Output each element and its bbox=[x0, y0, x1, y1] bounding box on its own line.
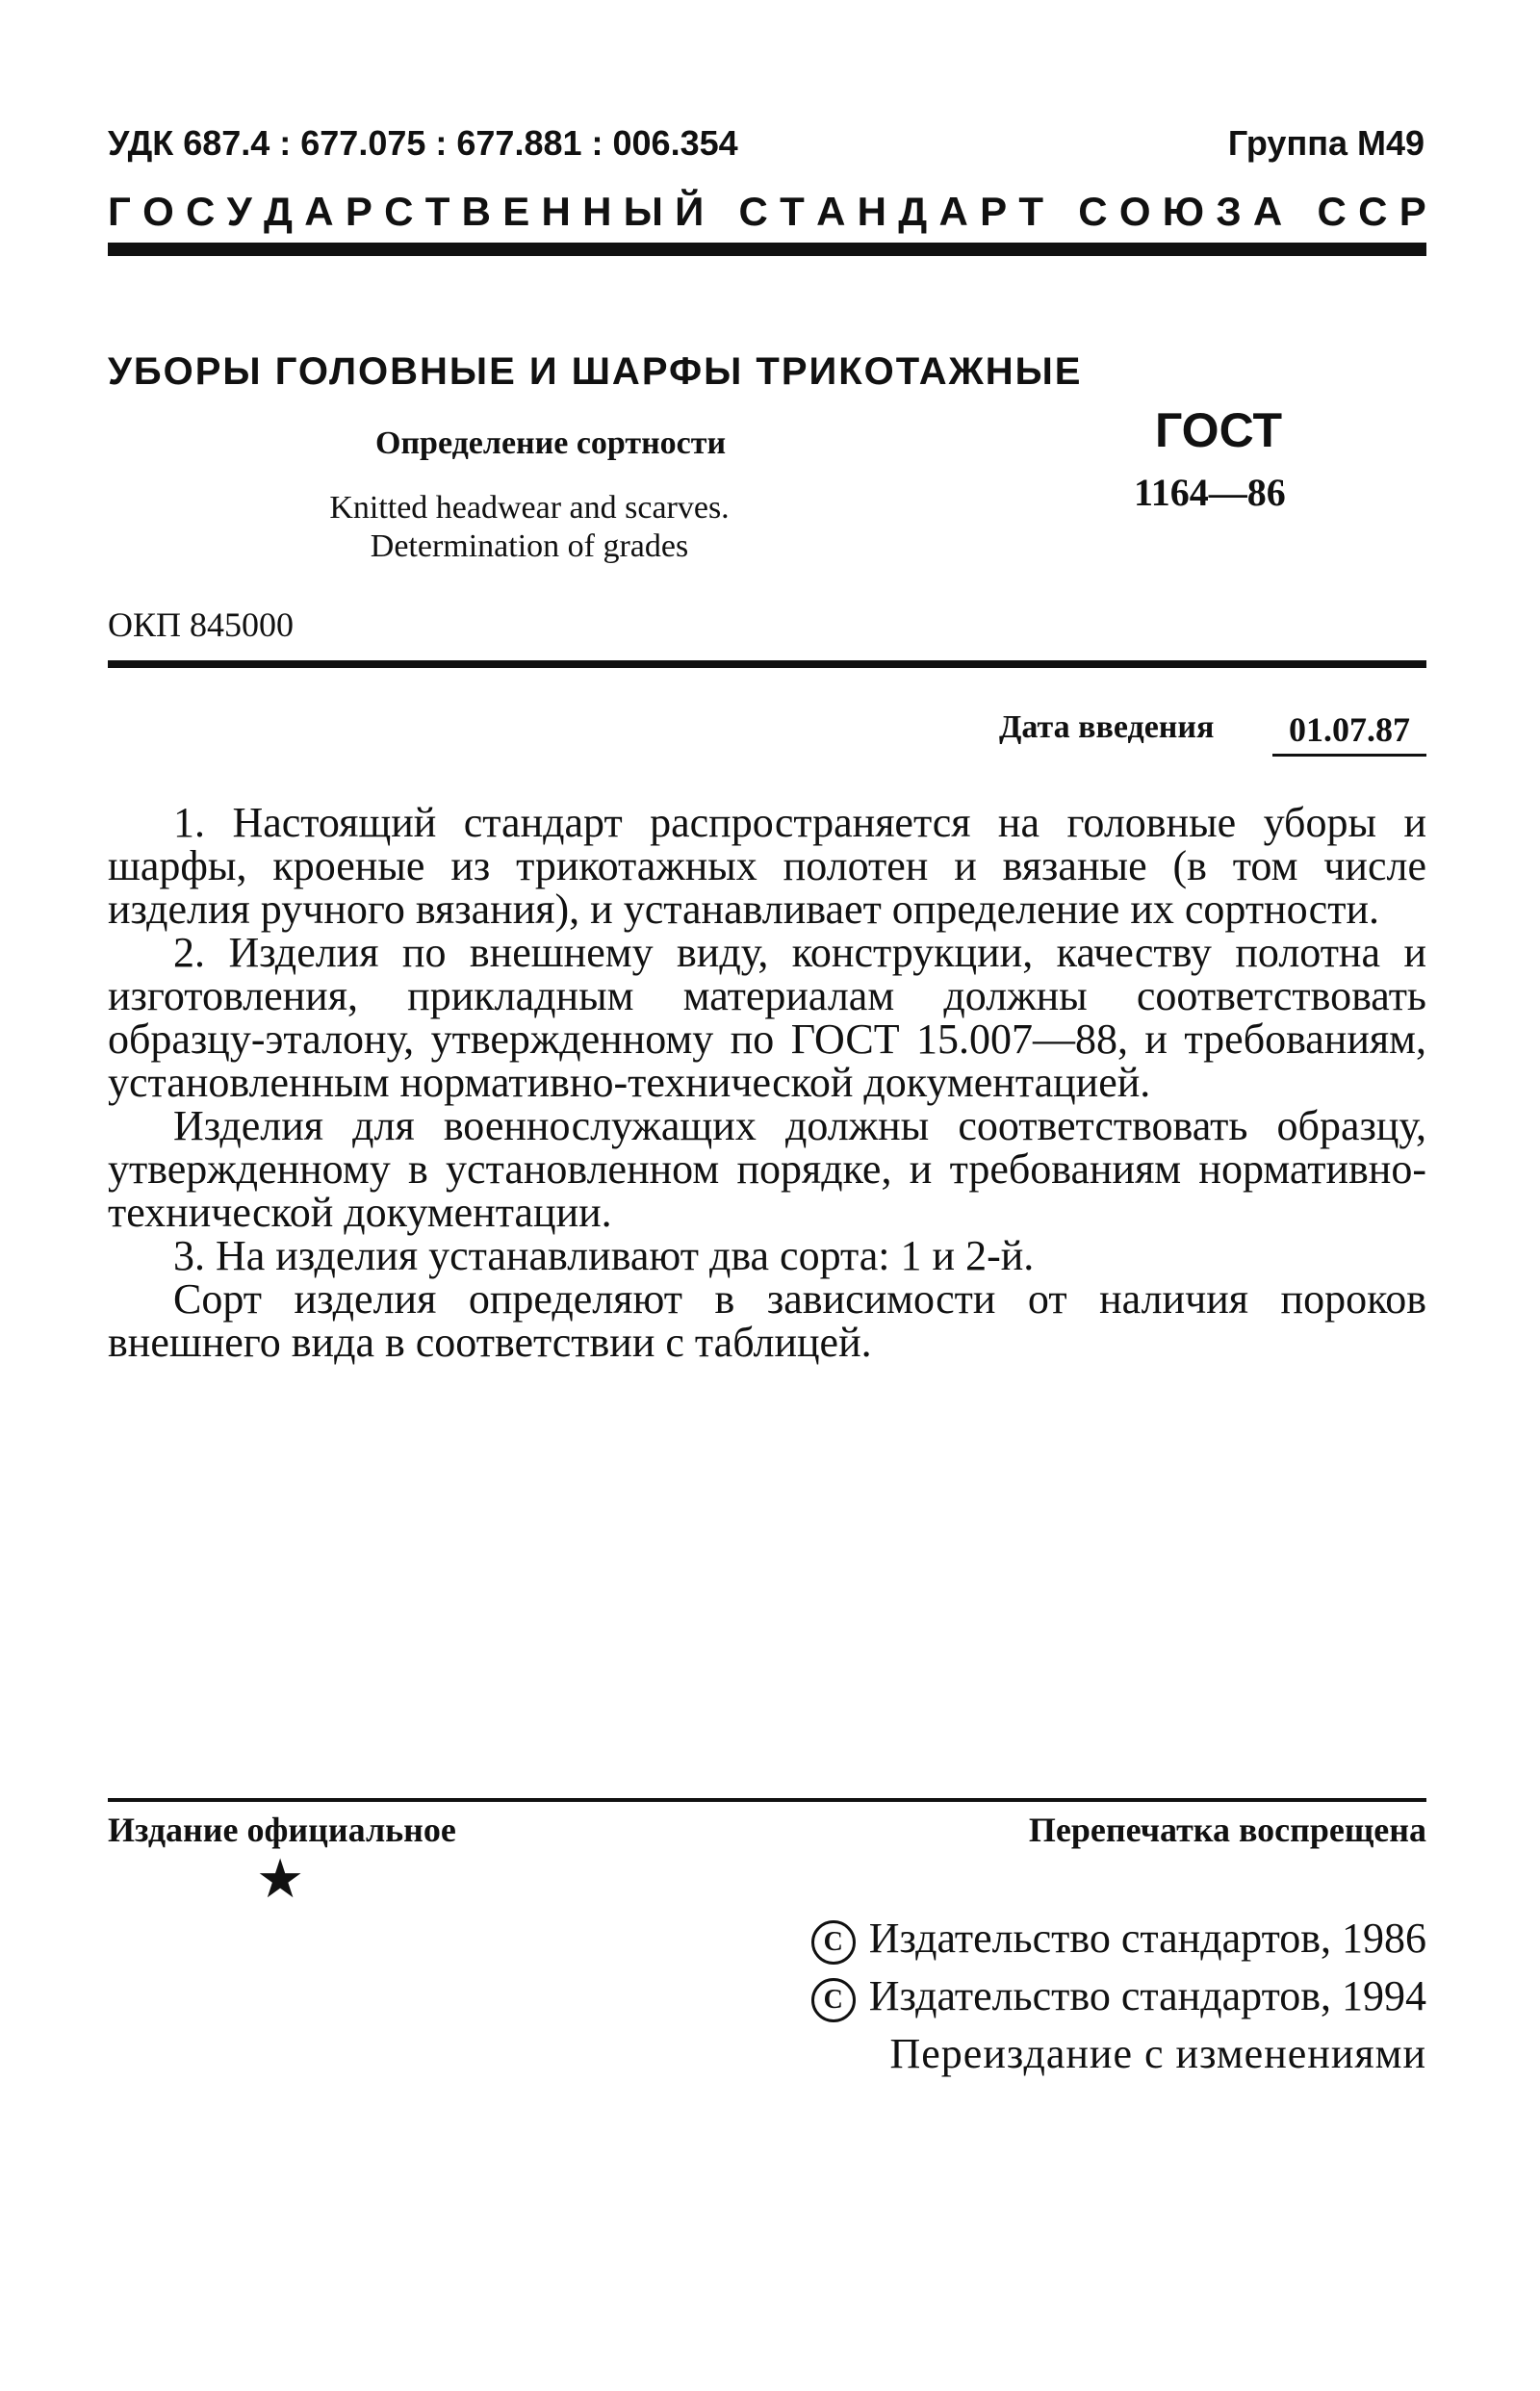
copyright-icon: C bbox=[811, 1920, 856, 1965]
footer-rule bbox=[108, 1798, 1426, 1802]
paragraph-3: 3. На изделия устанавливают два сорта: 1 и 2-й. bbox=[173, 1232, 1035, 1279]
intro-date-value: 01.07.87 bbox=[1272, 709, 1426, 757]
heading-letter: А bbox=[304, 189, 334, 234]
heading-letter: Ы bbox=[623, 189, 663, 234]
document-subtitle-ru: Определение сортности bbox=[375, 425, 727, 461]
heading-letter: Н bbox=[582, 189, 612, 234]
heading-letter: О bbox=[1118, 189, 1151, 234]
heading-letter: С bbox=[1078, 189, 1108, 234]
header-rule bbox=[108, 243, 1426, 256]
heading-letter: Г bbox=[108, 189, 131, 234]
reissue-note: Переиздание с изменениями bbox=[889, 2030, 1426, 2077]
heading-letter: Т bbox=[1018, 189, 1044, 234]
heading-letter: А bbox=[938, 189, 968, 234]
heading-letter: Е bbox=[502, 189, 530, 234]
copyright-1994-text: Издательство стандартов, 1994 bbox=[868, 1972, 1426, 2019]
heading-letter: Н bbox=[541, 189, 571, 234]
heading-letter: Т bbox=[780, 189, 805, 234]
group-code: Группа М49 bbox=[1227, 123, 1424, 163]
heading-letter: Д bbox=[898, 189, 928, 234]
okp-code: ОКП 845000 bbox=[108, 605, 295, 644]
heading-letter: З bbox=[1216, 189, 1242, 234]
heading-letter: А bbox=[1252, 189, 1283, 234]
heading-letter: Р bbox=[1399, 189, 1426, 234]
paragraph-1: 1. Настоящий стандарт распространяется на головные уборы и шарфы, кроеные из трикотажных полотен и вязаные (в том числе изделия ручного вязания), и устанавливает определение их сортности. bbox=[108, 799, 1426, 933]
gost-number: 1164—86 bbox=[1134, 471, 1286, 514]
copyright-icon: C bbox=[811, 1978, 856, 2022]
section-rule bbox=[108, 660, 1426, 668]
gost-label: ГОСТ bbox=[1155, 403, 1282, 457]
heading-letter: Ю bbox=[1162, 189, 1205, 234]
heading-letter bbox=[1055, 189, 1066, 235]
heading-letter: Д bbox=[264, 189, 293, 234]
copyright-1986 bbox=[811, 1914, 1426, 1965]
udk-code: УДК 687.4 : 677.075 : 677.881 : 006.354 bbox=[108, 123, 738, 163]
heading-letter: Й bbox=[675, 189, 705, 234]
heading-letter: О bbox=[142, 189, 174, 234]
paragraph-grade: Сорт изделия определяют в зависимости от наличия пороков внешнего вида в соответствии с таблицей. bbox=[108, 1275, 1426, 1366]
heading-letter: С bbox=[1358, 189, 1388, 234]
intro-date-label: Дата введения bbox=[999, 709, 1215, 745]
paragraph-military: Изделия для военнослужащих должны соответствовать образцу, утвержденному в установленном порядке, и требованиям нормативно-технической документации. bbox=[108, 1102, 1426, 1236]
document-title-ru: УБОРЫ ГОЛОВНЫЕ И ШАРФЫ ТРИКОТАЖНЫЕ bbox=[108, 350, 1083, 393]
heading-letter: С bbox=[1317, 189, 1347, 234]
title-en-line-1: Knitted headwear and scarves. bbox=[329, 490, 730, 526]
star-icon: ★ bbox=[256, 1850, 305, 1910]
heading-letter: Р bbox=[980, 189, 1008, 234]
heading-letter bbox=[1295, 189, 1306, 235]
official-edition: Издание официальное bbox=[108, 1811, 456, 1849]
document-title-en bbox=[279, 489, 780, 566]
title-en-line-2: Determination of grades bbox=[370, 528, 689, 564]
heading-letter: С bbox=[384, 189, 414, 234]
heading-letter: Т bbox=[424, 189, 450, 234]
heading-letter: В bbox=[461, 189, 491, 234]
copyright-1986-text: Издательство стандартов, 1986 bbox=[868, 1915, 1426, 1962]
state-standard-heading bbox=[108, 189, 1426, 235]
heading-letter bbox=[716, 189, 728, 235]
reprint-prohibited: Перепечатка воспрещена bbox=[1028, 1811, 1426, 1849]
heading-letter: А bbox=[816, 189, 846, 234]
paragraph-2: 2. Изделия по внешнему виду, конструкции, качеству полотна и изготовления, прикладным материалам должны соответствовать образцу-эталону, утвержденному по ГОСТ 15.007—88, и требованиям, установленным нормативно-технической документацией. bbox=[108, 929, 1426, 1106]
heading-letter: Р bbox=[345, 189, 372, 234]
heading-letter: Н bbox=[857, 189, 887, 234]
heading-letter: С bbox=[738, 189, 768, 234]
heading-letter: У bbox=[226, 189, 252, 234]
body-text bbox=[108, 801, 1426, 1364]
heading-letter: С bbox=[186, 189, 216, 234]
copyright-1994 bbox=[811, 1971, 1426, 2022]
